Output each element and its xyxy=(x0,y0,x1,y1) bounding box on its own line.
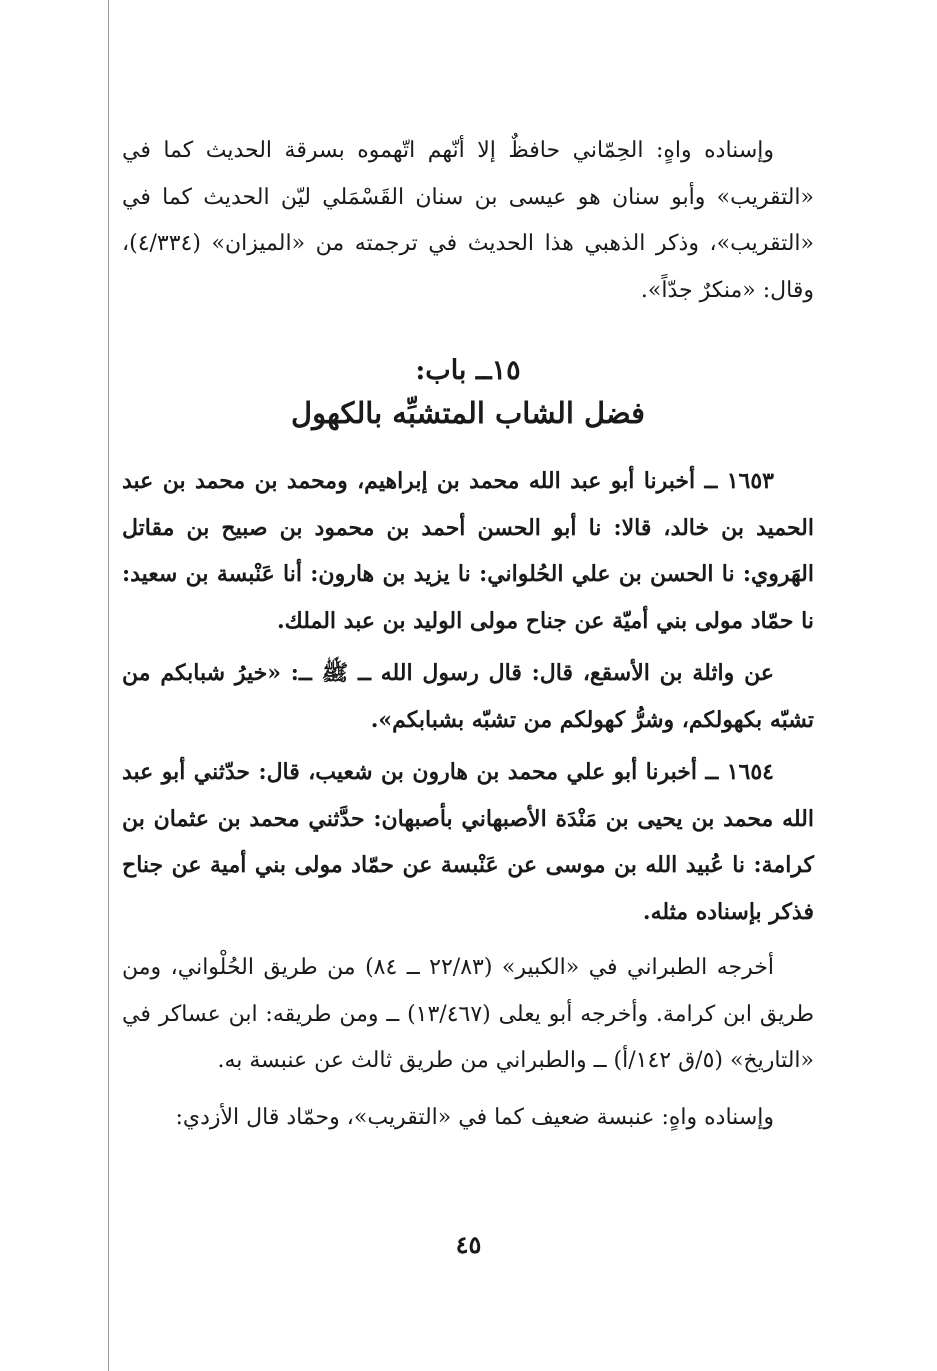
chapter-heading-number: ١٥ــ باب: xyxy=(415,355,521,386)
commentary-paragraph-top: وإسناده واهٍ: الحِمّاني حافظٌ إلا أنّهم اتّهموه بسرقة الحديث كما في «التقريب» وأبو سنان هو عيسى بن سنان القَسْمَلي ليّن الحديث كما في «التقريب»، وذكر الذهبي هذا الحديث في ترجمته من «الميزان» (٤/٣٣٤)، وقال: «منكرٌ جدّاً». xyxy=(122,138,814,303)
chapter-heading-title: فضل الشاب المتشبِّه بالكهول xyxy=(291,396,645,430)
page-number: ٤٥ xyxy=(455,1230,482,1259)
hadith-1653-text: عن واثلة بن الأسقع، قال: قال رسول الله ــ ﷺ ــ: «خيرُ شبابكم من تشبّه بكهولكم، وشرُّ كهولكم من تشبّه بشبابكم». xyxy=(122,660,814,733)
hadith-1654-chain: ١٦٥٤ ــ أخبرنا أبو علي محمد بن هارون بن شعيب، قال: حدّثني أبو عبد الله محمد بن يحيى بن مَنْدَة الأصبهاني بأصبهان: حدَّثني محمد بن عثمان بن كرامة: نا عُبيد الله بن موسى عن عَنْبسة عن حمّاد مولى بني أمية عن جناح فذكر بإسناده مثله. xyxy=(122,759,814,925)
commentary-paragraph-isnad: وإسناده واهٍ: عنبسة ضعيف كما في «التقريب»، وحمّاد قال الأزدي: xyxy=(175,1104,774,1130)
commentary-paragraph-takhrij: أخرجه الطبراني في «الكبير» (٢٢/٨٣ ــ ٨٤) من طريق الحُلْواني، ومن طريق ابن كرامة. وأخرجه أبو يعلى (١٣/٤٦٧) ــ ومن طريقه: ابن عساكر في «التاريخ» (٥/ق ١٤٢/أ) ــ والطبراني من طريق ثالث عن عنبسة به. xyxy=(122,955,814,1073)
page-binding-line xyxy=(108,0,109,1371)
page-body xyxy=(122,128,814,1141)
hadith-1653-chain: ١٦٥٣ ــ أخبرنا أبو عبد الله محمد بن إبراهيم، ومحمد بن محمد بن عبد الحميد بن خالد، قالا: نا أبو الحسن أحمد بن محمود بن صبيح بن مقاتل الهَروي: نا الحسن بن علي الحُلواني: نا يزيد بن هارون: أنا عَنْبسة بن سعيد: نا حمّاد مولى بني أميّة عن جناح مولى الوليد بن عبد الملك. xyxy=(122,468,814,634)
